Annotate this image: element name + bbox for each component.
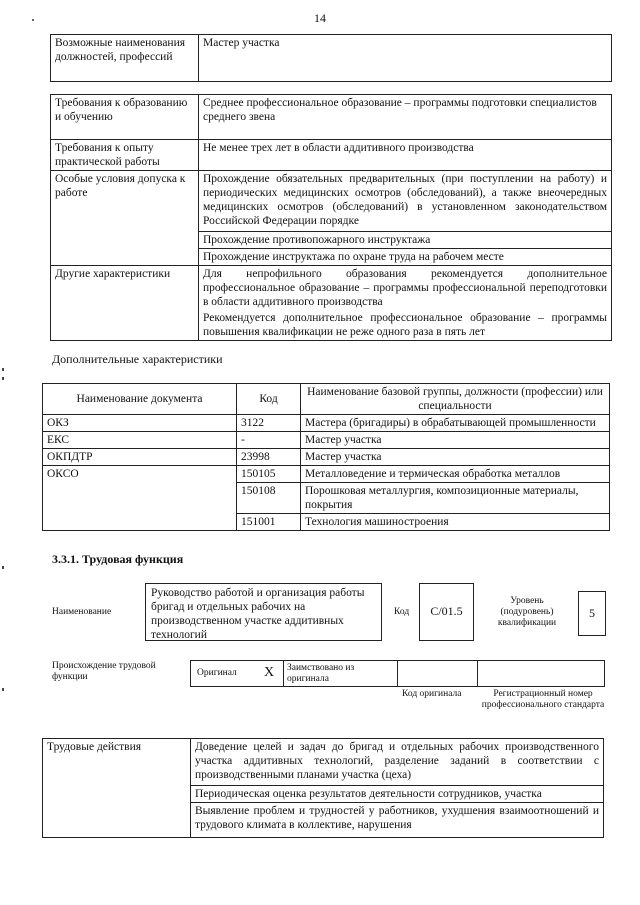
actions-group: [191, 739, 604, 838]
code-cell: 3122: [237, 415, 301, 432]
scan-mark: [2, 566, 4, 569]
cell-divider: [397, 661, 398, 686]
origin-label: Происхождение трудовой функции: [52, 661, 156, 682]
code-cell: 151001: [237, 514, 301, 531]
additional-table: [42, 383, 610, 531]
level-box: 5: [578, 591, 606, 636]
code-cell: -: [237, 432, 301, 449]
origin-box: [190, 660, 605, 687]
positions-table: [50, 34, 612, 82]
req-value-group: [199, 266, 612, 341]
req-line: Прохождение инструктажа по охране труда на рабочем месте: [199, 248, 611, 265]
req-value: Среднее профессиональное образование – программы подготовки специалистов среднего звена: [199, 95, 612, 140]
doc-cell: ОКПДТР: [43, 449, 237, 466]
page-number: 14: [314, 11, 326, 25]
code-cell: 23998: [237, 449, 301, 466]
code-label: Код: [394, 607, 410, 617]
req-line: Прохождение противопожарного инструктажа: [199, 231, 611, 248]
req-label: Требования к опыту практической работы: [51, 140, 199, 171]
req-line: Рекомендуется дополнительное профессиональное образование – программы повышения квалификации не реже одного раза в пять лет: [203, 312, 607, 338]
name-cell: Порошковая металлургия, композиционные материалы, покрытия: [301, 483, 610, 514]
level-label: Уровень (подуровень) квалификации: [497, 596, 557, 628]
action-item: Периодическая оценка результатов деятельности сотрудников, участка: [191, 785, 603, 802]
function-name-box: Руководство работой и организация работы бригад и отдельных рабочих на производственном участке аддитивных технологий: [145, 583, 382, 641]
code-original-caption: Код оригинала: [402, 689, 462, 699]
cell-divider: [477, 661, 478, 686]
req-label: Требования к образованию и обучению: [51, 95, 199, 140]
req-value: Не менее трех лет в области аддитивного производства: [199, 140, 612, 171]
doc-cell: ОКСО: [43, 466, 237, 531]
header-code: Код: [237, 384, 301, 415]
function-code-box: C/01.5: [419, 583, 474, 641]
actions-label: Трудовые действия: [43, 739, 191, 838]
name-cell: Мастера (бригадиры) в обрабатывающей промышленности: [301, 415, 610, 432]
positions-label: Возможные наименования должностей, профессий: [51, 35, 199, 82]
action-item: Выявление проблем и трудностей у работников, ухудшения взаимоотношений и трудового климата в коллективе, нарушения: [191, 802, 603, 833]
reg-number-caption: Регистрационный номер профессионального стандарта: [481, 689, 605, 710]
original-label: Оригинал: [197, 668, 237, 678]
action-item: Доведение целей и задач до бригад и отдельных рабочих производственного участка аддитивных технологий, разделение заданий в соответствии с производственными планами участка (цеха): [195, 741, 599, 781]
original-mark: X: [263, 665, 275, 680]
code-cell: 150108: [237, 483, 301, 514]
req-line: Прохождение обязательных предварительных (при поступлении на работу) и периодических медицинских осмотров (обследований), а также внеочередных медицинских осмотров (обследований) в установленном законодательством Российской Федерации порядке: [203, 173, 607, 227]
scan-mark: [2, 368, 4, 371]
actions-table: [42, 738, 604, 838]
requirements-table: [50, 94, 612, 341]
doc-cell: ОКЗ: [43, 415, 237, 432]
scan-dot: [32, 19, 34, 21]
doc-cell: ЕКС: [43, 432, 237, 449]
name-cell: Металловедение и термическая обработка металлов: [301, 466, 610, 483]
name-cell: Мастер участка: [301, 449, 610, 466]
cell-divider: [283, 661, 284, 686]
header-name: Наименование базовой группы, должности (профессии) или специальности: [301, 384, 610, 415]
name-cell: Мастер участка: [301, 432, 610, 449]
name-label: Наименование: [52, 607, 112, 617]
scan-mark: [2, 688, 4, 691]
req-label: Особые условия допуска к работе: [51, 171, 199, 266]
header-doc: Наименование документа: [43, 384, 237, 415]
additional-title: Дополнительные характеристики: [52, 352, 223, 366]
positions-value: Мастер участка: [199, 35, 612, 82]
code-cell: 150105: [237, 466, 301, 483]
req-value-group: [199, 171, 612, 266]
function-title: 3.3.1. Трудовая функция: [52, 552, 184, 566]
borrowed-label: Заимствовано из оригинала: [287, 663, 355, 684]
scan-mark: [2, 377, 4, 380]
name-cell: Технология машиностроения: [301, 514, 610, 531]
req-line: Для непрофильного образования рекомендуется дополнительное профессиональное образование – программы профессиональной переподготовки в области аддитивного производства: [203, 268, 607, 308]
req-label: Другие характеристики: [51, 266, 199, 341]
